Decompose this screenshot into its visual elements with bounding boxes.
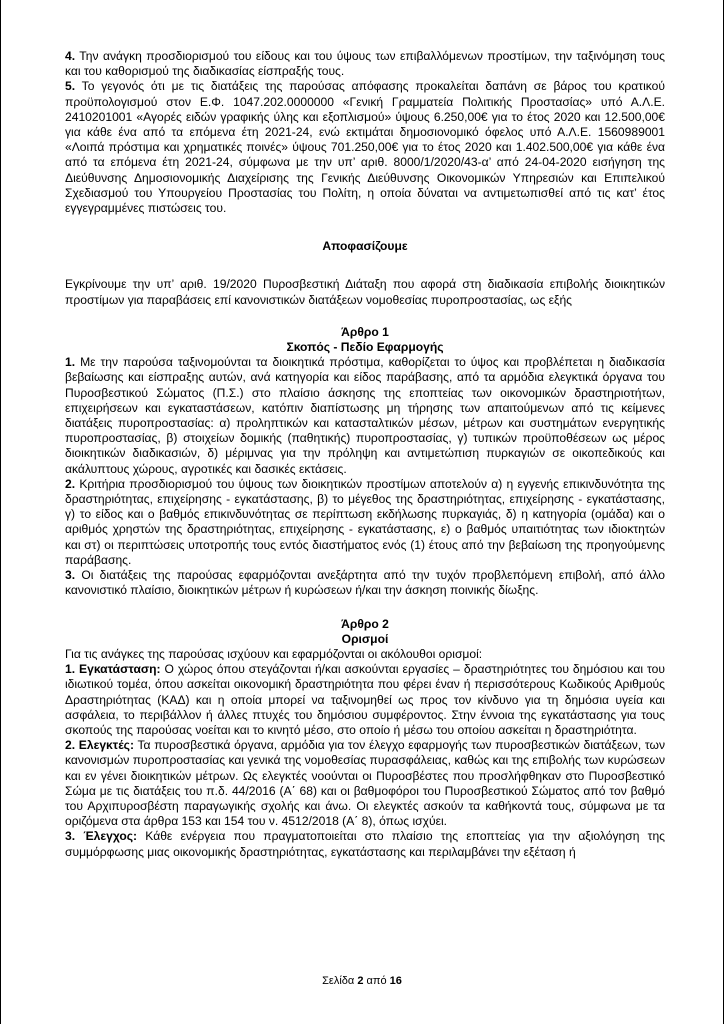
- article-1-title: Σκοπός - Πεδίο Εφαρμογής: [286, 340, 444, 355]
- item-text: Ο χώρος όπου στεγάζονται ή/και ασκούνται εργασίες – δραστηριότητες του δημόσιου και του ιδιωτικού τομέα, όπου ασκείται οικονομική δραστηριότητα που φέρει έναν ή περισσότερους Κωδικούς Αριθμούς Δραστηριότητας (ΚΑΔ) και η οποία μπορεί να ταξινομηθεί ως προς τον κίνδυνο για τη δημόσια υγεία και ασφάλεια, το περιβάλλον ή άλλες πτυχές του δημόσιου συμφέροντος. Στην έννοια της εγκατάστασης για τους σκοπούς της παρούσας νοείται και το κινητό μέσο, στο οποίο ή μέσω του οποίου ασκείται η δραστηριότητα.: [65, 662, 665, 737]
- paragraph-5: [65, 79, 665, 216]
- article-2-item: [65, 662, 665, 738]
- article-2-intro: Για τις ανάγκες της παρούσας ισχύουν και εφαρμόζονται οι ακόλουθοι ορισμοί:: [65, 646, 483, 661]
- decision-heading: Αποφασίζουμε: [322, 239, 408, 254]
- article-2-heading: Άρθρο 2: [341, 616, 389, 631]
- article-1-item: [65, 477, 665, 568]
- page-footer: [1, 975, 723, 987]
- article-2-title: Ορισμοί: [341, 631, 389, 646]
- item-term: Ελεγκτές:: [78, 738, 134, 753]
- page-of: από: [366, 975, 387, 987]
- item-term: Έλεγχος:: [83, 829, 138, 844]
- page-label: Σελίδα: [322, 975, 355, 987]
- page-total: 16: [389, 975, 402, 987]
- item-text: Τα πυροσβεστικά όργανα, αρμόδια για τον έλεγχο εφαρμογής των πυροσβεστικών διατάξεων, των κανονισμών πυροπροστασίας και γενικά της νομοθεσίας πυρασφάλειας, καθώς και της επιβολής των κυρώσεων και εν γένει διοικητικών μέτρων. Ως ελεγκτές νοούνται οι Πυροσβέστες που προσλήφθηκαν στο Πυροσβεστικό Σώμα με τις διατάξεις του π.δ. 44/2016 (Α΄ 68) και οι βαθμοφόροι του Πυροσβεστικού Σώματος από τον βαθμό του Αρχιπυροσβέστη παραγωγικής σχολής και άνω. Οι ελεγκτές ασκούν τα καθήκοντά τους, σύμφωνα με τα οριζόμενα στα άρθρα 153 και 154 του ν. 4512/2018 (Α΄ 8), όπως ισχύει.: [65, 738, 665, 829]
- page-content: [65, 49, 665, 860]
- paragraph-text: Το γεγονός ότι με τις διατάξεις της παρούσας απόφασης προκαλείται δαπάνη σε βάρος του κρατικού προϋπολογισμού στον Ε.Φ. 1047.202.0000000 «Γενική Γραμματεία Πολιτικής Προστασίας» υπό Α.Λ.Ε. 2410201001 «Αγορές ειδών γραφικής ύλης και εξοπλισμού» ύψους 6.250,00€ για το έτος 2020 και 12.500,00€ για κάθε ένα από τα επόμενα έτη 2021-24, ενώ εκτιμάται δημοσιονομικό όφελος υπό Α.Λ.Ε. 1560989001 «Λοιπά πρόστιμα και χρηματικές ποινές» ύψους 701.250,00€ για το έτος 2020 και 1.402.500,00€ για κάθε ένα από τα επόμενα έτη 2021-24, σύμφωνα με την υπ’ αριθ. 8000/1/2020/43-α’ από 24-04-2020 εισήγηση της Διεύθυνσης Δημοσιονομικής Διαχείρισης της Γενικής Διεύθυνσης Οικονομικών Υπηρεσιών και Επιπελικού Σχεδιασμού του Υπουργείου Προστασίας του Πολίτη, η οποία δύναται να αντιμετωπισθεί από τις κατ’ έτος εγγεγραμμένες πιστώσεις του.: [65, 79, 665, 216]
- paragraph-number: 5.: [65, 79, 76, 94]
- paragraph-text: Την ανάγκη προσδιορισμού του είδους και του ύψους των επιβαλλόμενων προστίμων, την ταξινόμηση τους και του καθορισμού της διαδικασίας είσπραξής τους.: [65, 49, 665, 79]
- paragraph-number: 4.: [65, 49, 76, 63]
- article-2-item: [65, 829, 665, 859]
- item-number: 1.: [65, 662, 76, 677]
- article-2-item: [65, 738, 665, 829]
- decision-text: Εγκρίνουμε την υπ’ αριθ. 19/2020 Πυροσβεστική Διάταξη που αφορά στη διαδικασία επιβολής διοικητικών προστίμων για παραβάσεις επί κανονιστικών διατάξεων νομοθεσίας πυροπροστασίας, ως εξής: [65, 277, 665, 307]
- item-number: 1.: [65, 355, 76, 370]
- article-1-heading: Άρθρο 1: [341, 324, 389, 339]
- item-number: 2.: [65, 476, 76, 491]
- item-term: Εγκατάσταση:: [79, 662, 161, 677]
- page-current: 2: [357, 975, 364, 987]
- item-text: Με την παρούσα ταξινομούνται τα διοικητικά πρόστιμα, καθορίζεται το ύψος και προβλέπεται η διαδικασία βεβαίωσης και είσπραξης αυτών, ανά κατηγορία και είδος παράβασης, από τα αρμόδια ελεγκτικά όργανα του Πυροσβεστικού Σώματος (Π.Σ.) στο πλαίσιο άσκησης της εποπτείας των οικονομικών δραστηριοτήτων, επιχειρήσεων και εγκαταστάσεων, κατόπιν διαπίστωσης μη τήρησης των απαιτούμενων από τις κείμενες διατάξεις πυροπροστασίας: α) προληπτικών και κατασταλτικών μέσων, μέτρων και συστημάτων ενεργητικής πυροπροστασίας, β) στοιχείων δομικής (παθητικής) πυροπροστασίας, γ) τυπικών προϋποθέσεων ως μέρος διοικητικών διαδικασιών, δ) μέριμνας για την πρόληψη και αντιμετώπιση πυρκαγιών σε οικοπεδικούς και ακάλυπτους χώρους, αγροτικές και δασικές εκτάσεις.: [65, 355, 665, 476]
- item-text: Οι διατάξεις της παρούσας εφαρμόζονται ανεξάρτητα από την τυχόν προβλεπόμενη επιβολή, από άλλο κανονιστικό πλαίσιο, διοικητικών μέτρων ή κυρώσεων ή/και την άσκηση ποινικής δίωξης.: [65, 568, 665, 598]
- item-text: Κάθε ενέργεια που πραγματοποιείται στο πλαίσιο της εποπτείας για την αξιολόγηση της συμμόρφωσης μιας οικονομικής δραστηριότητας, εγκατάστασης και περιλαμβάνει την εξέταση ή: [65, 829, 665, 859]
- article-1-item: [65, 355, 665, 477]
- item-number: 2.: [65, 738, 76, 753]
- item-number: 3.: [65, 568, 76, 583]
- item-number: 3.: [65, 829, 76, 844]
- item-text: Κριτήρια προσδιορισμού του ύψους των διοικητικών προστίμων αποτελούν α) η εγγενής επικινδυνότητα της δραστηριότητας, επιχείρησης - εγκατάστασης, β) το μέγεθος της δραστηριότητας, επιχείρησης - εγκατάστασης, γ) το είδος και ο βαθμός επικινδυνότητας σε περίπτωση εκδήλωσης πυρκαγιάς, δ) η κατηγορία (ομάδα) και ο αριθμός χρηστών της δραστηριότητας, επιχείρησης - εγκατάστασης, ε) ο βαθμός υπαιτιότητας των ιδιοκτητών και στ) οι περιπτώσεις υποτροπής τους εντός διαστήματος ενός (1) έτους από την βεβαίωση της προηγούμενης παράβασης.: [65, 476, 665, 567]
- paragraph-4: [65, 49, 665, 79]
- article-1-item: [65, 568, 665, 598]
